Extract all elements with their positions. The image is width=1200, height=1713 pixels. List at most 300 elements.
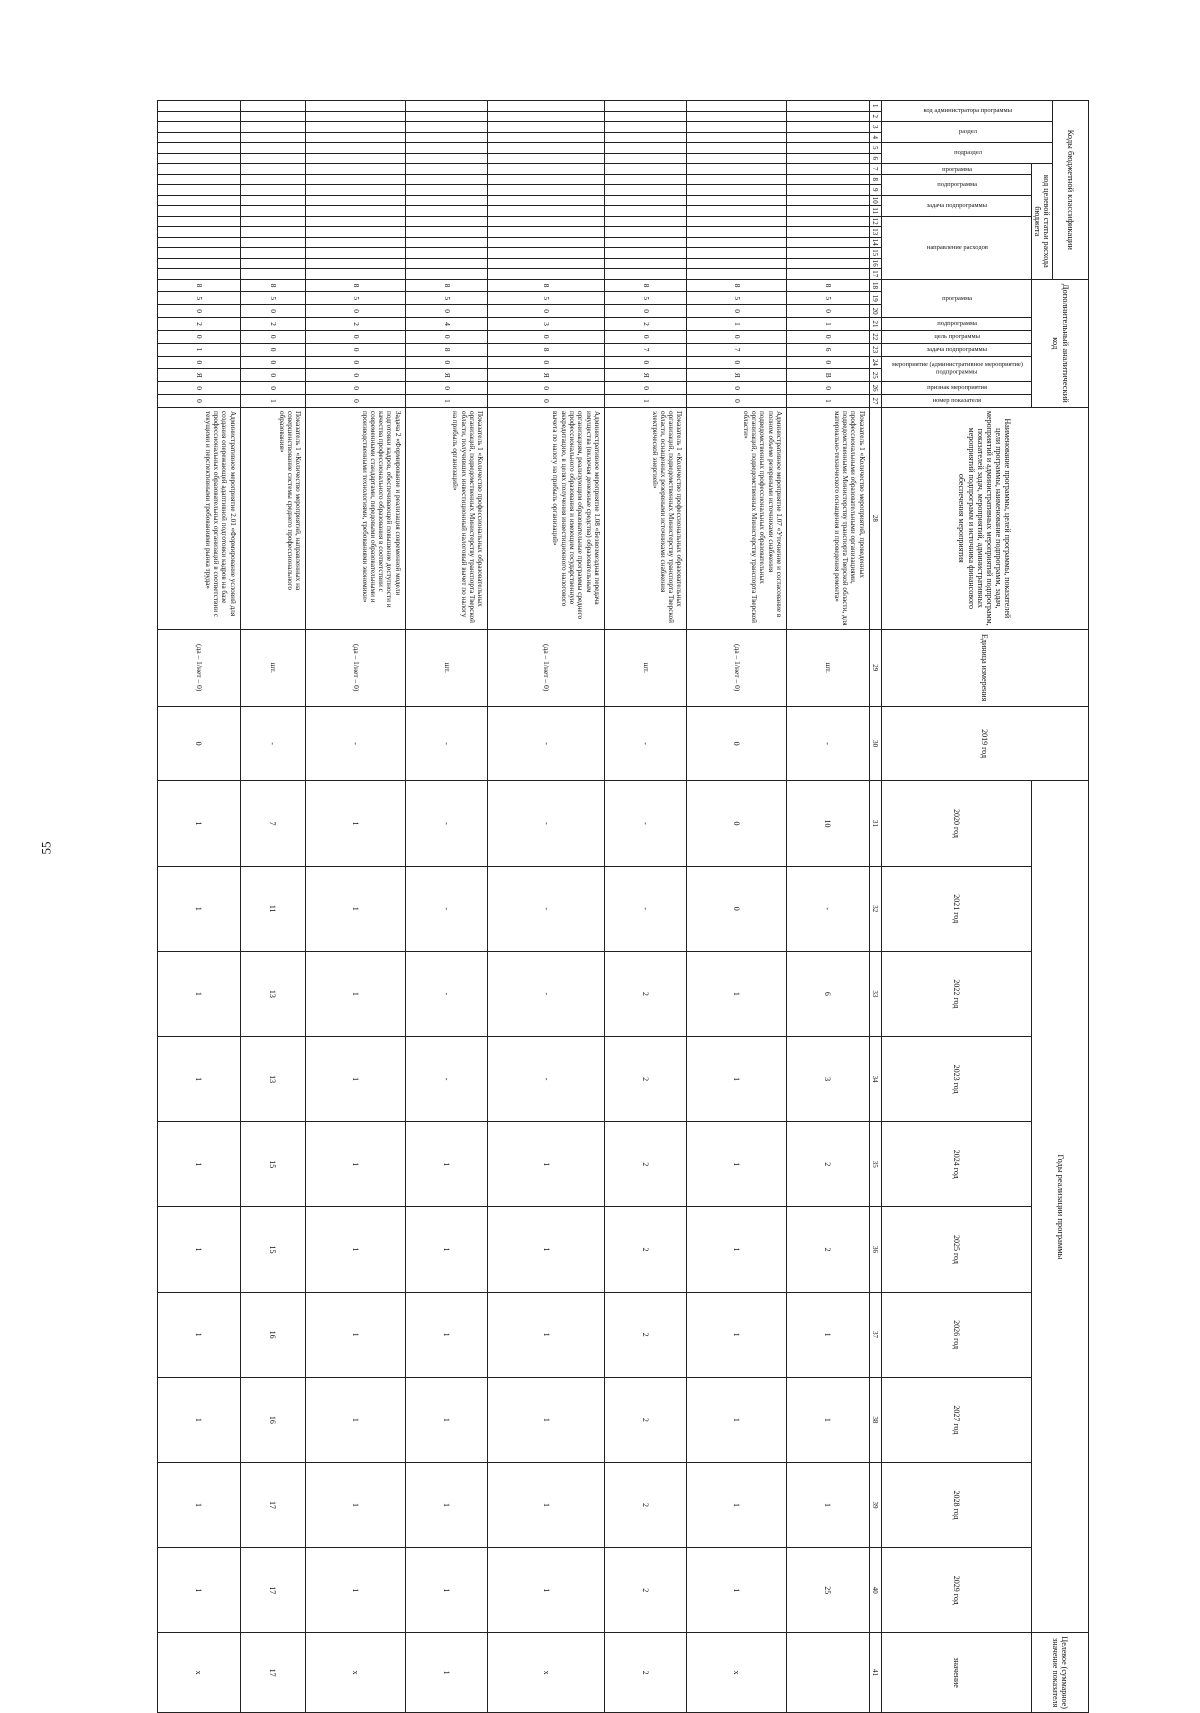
kbk-code-cell	[306, 122, 406, 133]
table-row	[240, 101, 306, 1713]
year-value-cell: -	[488, 951, 605, 1036]
additional-code-digit: 0	[687, 330, 787, 343]
kbk-code-cell	[488, 216, 605, 227]
additional-code-digit: 0	[787, 305, 870, 318]
year-value-cell: 1	[405, 1377, 488, 1462]
kbk-code-cell	[158, 143, 241, 154]
year-value-cell: -	[488, 1036, 605, 1121]
year-value-cell: 1	[687, 1548, 787, 1633]
year-value-cell: 1	[158, 1462, 241, 1547]
year-value-cell: 13	[240, 1036, 306, 1121]
additional-code-digit: 1	[687, 318, 787, 331]
year-value-cell: -	[604, 706, 687, 781]
additional-code-digit: 0	[604, 305, 687, 318]
kbk-code-cell	[687, 122, 787, 133]
kbk-code-cell	[787, 132, 870, 143]
kbk-code-cell	[306, 216, 406, 227]
additional-code-digit: 8	[240, 279, 306, 292]
year-value-cell: 1	[488, 1377, 605, 1462]
additional-code-digit: 5	[405, 292, 488, 305]
kbk-code-cell	[604, 216, 687, 227]
kbk-code-cell	[158, 122, 241, 133]
column-number: 41	[869, 1633, 881, 1713]
year-value-cell: 1	[158, 1207, 241, 1292]
kbk-code-cell	[604, 143, 687, 154]
year-value-cell: -	[604, 866, 687, 951]
kbk-code-cell	[488, 206, 605, 217]
year-value-cell: 0	[158, 706, 241, 781]
row-name: Административное мероприятие 1.07 «Уточнение и согласование в полном объеме резервными источниками снабжения подведомственных профессиональных образовательных организаций, подведомственных Министерству транспорта Тверской области»	[687, 407, 787, 629]
kbk-code-cell	[405, 122, 488, 133]
target-value-cell: х	[158, 1633, 241, 1713]
column-number: 25	[869, 369, 881, 382]
column-number: 26	[869, 382, 881, 395]
add-event-header: мероприятие (административное мероприятие) подпрограммы	[881, 356, 1031, 382]
additional-code-digit: 0	[787, 330, 870, 343]
additional-code-digit: 0	[604, 382, 687, 395]
year-value-cell: 1	[687, 1122, 787, 1207]
row-name: Показатель 1 «Количество профессиональных образовательных организаций, подведомственных Министерству транспорта Тверской области, получивших инвестиционный налоговый вычет по налогу на прибыль организаций»	[405, 407, 488, 629]
add-goal-header: цель программы	[881, 330, 1031, 343]
column-number-row	[869, 101, 881, 1713]
year-value-cell: 17	[240, 1462, 306, 1547]
kbk-code-cell	[405, 101, 488, 112]
name-column-header: Наименование программы, целей программы, показателей цели программы, наименование подпрограмм, задач, мероприятий и административных мероприятий подпрограмм, показателей задач, мероприятий, административных мероприятий подпрограмм и источника финансового обеспечения мероприятия	[881, 407, 1088, 629]
kbk-code-cell	[405, 227, 488, 238]
additional-code-digit: 2	[306, 318, 406, 331]
year-value-cell: 15	[240, 1122, 306, 1207]
column-number: 2	[869, 111, 881, 122]
year-value-cell: 1	[158, 1036, 241, 1121]
year-value-cell: 2	[604, 1462, 687, 1547]
kbk-code-cell	[687, 237, 787, 248]
column-number: 4	[869, 132, 881, 143]
kbk-code-cell	[240, 216, 306, 227]
year-value-cell: -	[306, 706, 406, 781]
kbk-code-cell	[488, 174, 605, 185]
row-unit: шт.	[405, 629, 488, 706]
kbk-code-cell	[158, 132, 241, 143]
additional-code-digit: 0	[488, 395, 605, 408]
column-number: 33	[869, 951, 881, 1036]
kbk-code-cell	[687, 195, 787, 206]
target-value-cell: х	[488, 1633, 605, 1713]
column-number: 22	[869, 330, 881, 343]
additional-code-digit: 8	[405, 279, 488, 292]
kbk-code-cell	[240, 248, 306, 259]
kbk-code-cell	[604, 132, 687, 143]
year-value-cell: 1	[488, 1548, 605, 1633]
row-unit: (да – 1/нет – 0)	[687, 629, 787, 706]
kbk-code-cell	[687, 143, 787, 154]
kbk-code-cell	[687, 227, 787, 238]
kbk-subprogram-header: подпрограмма	[881, 174, 1031, 195]
column-number: 38	[869, 1377, 881, 1462]
year-value-cell: 1	[405, 1207, 488, 1292]
year-value-cell: 13	[240, 951, 306, 1036]
year-value-cell: -	[240, 706, 306, 781]
additional-code-digit: 0	[405, 305, 488, 318]
row-unit: (да – 1/нет – 0)	[306, 629, 406, 706]
year-value-cell: 1	[306, 1292, 406, 1377]
additional-code-digit: 0	[488, 356, 605, 369]
year-value-cell: 0	[687, 781, 787, 866]
additional-code-digit: 0	[405, 330, 488, 343]
target-value-cell: х	[306, 1633, 406, 1713]
kbk-activity-header: направление расходов	[881, 216, 1031, 279]
kbk-code-cell	[604, 101, 687, 112]
year-value-cell: 1	[306, 1036, 406, 1121]
kbk-code-cell	[687, 101, 787, 112]
kbk-code-cell	[787, 269, 870, 280]
column-number: 5	[869, 143, 881, 154]
year-value-cell: 6	[787, 951, 870, 1036]
kbk-code-cell	[787, 258, 870, 269]
additional-code-digit: 1	[787, 395, 870, 408]
kbk-code-cell	[787, 122, 870, 133]
table-row	[405, 101, 488, 1713]
column-number: 32	[869, 866, 881, 951]
kbk-code-cell	[604, 269, 687, 280]
kbk-code-cell	[488, 101, 605, 112]
kbk-code-cell	[158, 237, 241, 248]
kbk-code-cell	[787, 111, 870, 122]
additional-code-digit: 6	[787, 343, 870, 356]
kbk-code-cell	[405, 143, 488, 154]
year-value-cell: -	[488, 781, 605, 866]
year-value-cell: 1	[405, 1292, 488, 1377]
kbk-program-header: программа	[881, 164, 1031, 175]
additional-code-digit: 5	[604, 292, 687, 305]
column-number: 34	[869, 1036, 881, 1121]
additional-code-digit: 0	[687, 382, 787, 395]
additional-code-digit: 8	[488, 343, 605, 356]
kbk-code-cell	[405, 132, 488, 143]
year-value-cell: 2	[604, 1207, 687, 1292]
add-feature-header: признак мероприятия	[881, 382, 1031, 395]
kbk-code-cell	[687, 206, 787, 217]
additional-code-digit: Я	[488, 369, 605, 382]
year-value-cell: 1	[687, 1377, 787, 1462]
kbk-code-cell	[687, 269, 787, 280]
additional-code-digit: 5	[787, 292, 870, 305]
year-value-cell: 1	[158, 951, 241, 1036]
rotated-table-sheet	[157, 100, 1089, 1713]
year-value-cell: 11	[240, 866, 306, 951]
column-number: 24	[869, 356, 881, 369]
kbk-code-cell	[787, 101, 870, 112]
year-value-cell: 3	[787, 1036, 870, 1121]
add-subprogram-header: подпрограмма	[881, 318, 1031, 331]
kbk-code-cell	[240, 195, 306, 206]
kbk-task-header: задача подпрограммы	[881, 195, 1031, 216]
kbk-code-cell	[687, 185, 787, 196]
column-number: 1	[869, 101, 881, 112]
year-value-cell: 15	[240, 1207, 306, 1292]
year-value-cell: -	[405, 951, 488, 1036]
year-value-cell: 2	[604, 1292, 687, 1377]
table-row	[687, 101, 787, 1713]
year-value-cell: -	[488, 706, 605, 781]
additional-code-digit: 0	[306, 369, 406, 382]
kbk-code-cell	[158, 101, 241, 112]
year-value-cell: 1	[306, 866, 406, 951]
year-value-cell: 1	[158, 1377, 241, 1462]
year-value-cell: -	[488, 866, 605, 951]
additional-code-digit: Я	[687, 369, 787, 382]
year-header: 2027 год	[881, 1377, 1031, 1462]
year-value-cell: 1	[687, 951, 787, 1036]
column-number: 7	[869, 164, 881, 175]
year-value-cell: 7	[240, 781, 306, 866]
kbk-code-cell	[488, 153, 605, 164]
year-value-cell: 2	[604, 1377, 687, 1462]
kbk-code-cell	[687, 258, 787, 269]
additional-code-digit: 0	[687, 356, 787, 369]
additional-code-digit: 2	[240, 318, 306, 331]
kbk-code-cell	[306, 164, 406, 175]
year-value-cell: 1	[306, 1548, 406, 1633]
kbk-admin-header: код администратора программы	[881, 101, 1052, 122]
year-header: 2026 год	[881, 1292, 1031, 1377]
additional-code-digit: 1	[787, 318, 870, 331]
kbk-code-cell	[787, 216, 870, 227]
kbk-code-cell	[604, 237, 687, 248]
year-value-cell: 2	[604, 951, 687, 1036]
kbk-code-cell	[687, 132, 787, 143]
year-value-cell: 1	[306, 1462, 406, 1547]
row-name: Задача 2 «Формирование и реализация современной модели подготовки кадров, обеспечивающей повышение доступности и качества профессионального образования в соответствии с современными стандартами, передовыми образовательными и производственными технологиями, требованиями экономики»	[306, 407, 406, 629]
kbk-code-cell	[488, 122, 605, 133]
column-number: 9	[869, 185, 881, 196]
row-unit: шт.	[787, 629, 870, 706]
additional-code-digit: 0	[787, 356, 870, 369]
row-unit: шт.	[240, 629, 306, 706]
kbk-target-group-header: код целевой статьи расхода бюджета	[1031, 164, 1052, 280]
additional-code-digit: 0	[306, 305, 406, 318]
additional-code-digit: 4	[405, 318, 488, 331]
year-header: 2025 год	[881, 1207, 1031, 1292]
additional-code-digit: 1	[604, 395, 687, 408]
year-value-cell: 2	[604, 1548, 687, 1633]
kbk-code-cell	[306, 101, 406, 112]
kbk-code-cell	[240, 227, 306, 238]
kbk-code-cell	[787, 153, 870, 164]
kbk-code-cell	[405, 258, 488, 269]
column-number: 18	[869, 279, 881, 292]
column-number: 19	[869, 292, 881, 305]
year-value-cell: 0	[687, 706, 787, 781]
column-number: 35	[869, 1122, 881, 1207]
additional-code-digit: 0	[158, 330, 241, 343]
year-header: 2020 год	[881, 781, 1031, 866]
table-row	[306, 101, 406, 1713]
kbk-code-cell	[158, 195, 241, 206]
column-number: 31	[869, 781, 881, 866]
kbk-code-cell	[240, 164, 306, 175]
additional-code-digit: 2	[158, 318, 241, 331]
kbk-code-cell	[158, 227, 241, 238]
kbk-code-cell	[240, 111, 306, 122]
year-value-cell: -	[787, 866, 870, 951]
year-value-cell: 1	[158, 1292, 241, 1377]
kbk-code-cell	[488, 185, 605, 196]
year-value-cell: 0	[687, 866, 787, 951]
target-group-header: Целевое (суммарное) значение показателя	[1031, 1633, 1088, 1713]
kbk-code-cell	[604, 206, 687, 217]
kbk-code-cell	[488, 195, 605, 206]
year-value-cell: 2	[787, 1207, 870, 1292]
year-header: 2022 год	[881, 951, 1031, 1036]
kbk-code-cell	[687, 248, 787, 259]
year-value-cell: -	[405, 1036, 488, 1121]
additional-code-digit: 0	[306, 382, 406, 395]
table-row	[787, 101, 870, 1713]
kbk-code-cell	[405, 174, 488, 185]
column-number: 12	[869, 216, 881, 227]
year-value-cell: 10	[787, 781, 870, 866]
add-program-header: программа	[881, 279, 1031, 317]
target-value-cell: 1	[405, 1633, 488, 1713]
year-value-cell: 1	[158, 1122, 241, 1207]
kbk-code-cell	[240, 258, 306, 269]
column-number: 39	[869, 1462, 881, 1547]
year-value-cell: 1	[306, 781, 406, 866]
additional-code-digit: 0	[306, 395, 406, 408]
column-number: 13	[869, 227, 881, 238]
kbk-code-cell	[240, 143, 306, 154]
year-value-cell: 1	[787, 1377, 870, 1462]
additional-code-digit: 0	[687, 395, 787, 408]
row-name: Показатель 1 «Количество профессиональных образовательных организаций, подведомственных Министерству транспорта Тверской области, оснащенных резервными источниками снабжения электрической энергией»	[604, 407, 687, 629]
target-value-cell: 17	[240, 1633, 306, 1713]
kbk-group-header: Коды бюджетной классификации	[1053, 101, 1089, 280]
kbk-code-cell	[787, 248, 870, 259]
additional-code-digit: 0	[306, 356, 406, 369]
table-row	[488, 101, 605, 1713]
additional-code-digit: 0	[604, 330, 687, 343]
year-value-cell: 2	[604, 1036, 687, 1121]
year-value-cell: 1	[158, 781, 241, 866]
column-number: 11	[869, 206, 881, 217]
year-value-cell: 17	[240, 1548, 306, 1633]
kbk-code-cell	[240, 132, 306, 143]
row-unit: (да – 1/нет – 0)	[488, 629, 605, 706]
column-number: 8	[869, 174, 881, 185]
kbk-code-cell	[604, 153, 687, 164]
kbk-code-cell	[306, 258, 406, 269]
additional-code-digit: 0	[158, 305, 241, 318]
additional-code-digit: 5	[158, 292, 241, 305]
kbk-code-cell	[158, 174, 241, 185]
additional-code-digit: 0	[240, 382, 306, 395]
additional-code-digit: В	[787, 369, 870, 382]
year-value-cell: 1	[787, 1292, 870, 1377]
target-value-header: значение	[881, 1633, 1031, 1713]
kbk-code-cell	[306, 111, 406, 122]
kbk-code-cell	[488, 237, 605, 248]
kbk-code-cell	[306, 174, 406, 185]
column-number: 20	[869, 305, 881, 318]
kbk-code-cell	[405, 206, 488, 217]
kbk-code-cell	[240, 122, 306, 133]
kbk-code-cell	[604, 185, 687, 196]
kbk-code-cell	[158, 206, 241, 217]
additional-code-digit: 8	[405, 343, 488, 356]
additional-code-digit: 5	[488, 292, 605, 305]
column-number: 27	[869, 395, 881, 408]
column-number: 40	[869, 1548, 881, 1633]
additional-code-digit: 8	[158, 279, 241, 292]
kbk-code-cell	[787, 195, 870, 206]
year-header: 2024 год	[881, 1122, 1031, 1207]
additional-code-digit: 1	[158, 343, 241, 356]
table-body	[158, 101, 870, 1713]
column-number: 15	[869, 248, 881, 259]
kbk-code-cell	[488, 227, 605, 238]
column-number: 21	[869, 318, 881, 331]
kbk-code-cell	[787, 143, 870, 154]
kbk-code-cell	[787, 206, 870, 217]
row-unit: шт.	[604, 629, 687, 706]
kbk-code-cell	[604, 174, 687, 185]
year-value-cell: 1	[488, 1292, 605, 1377]
kbk-code-cell	[405, 248, 488, 259]
target-value-cell: 2	[604, 1633, 687, 1713]
additional-code-digit: Я	[405, 369, 488, 382]
additional-code-digit: 0	[488, 382, 605, 395]
kbk-code-cell	[405, 111, 488, 122]
additional-code-digit: 0	[158, 382, 241, 395]
kbk-code-cell	[604, 248, 687, 259]
year-value-cell: 1	[488, 1462, 605, 1547]
year-value-cell: 1	[405, 1548, 488, 1633]
additional-code-digit: 0	[306, 343, 406, 356]
kbk-code-cell	[405, 153, 488, 164]
year-value-cell: 1	[306, 1207, 406, 1292]
kbk-code-cell	[405, 269, 488, 280]
kbk-code-cell	[687, 174, 787, 185]
kbk-code-cell	[158, 164, 241, 175]
year-value-cell: -	[787, 706, 870, 781]
additional-code-digit: 0	[787, 382, 870, 395]
column-number: 36	[869, 1207, 881, 1292]
year-value-cell: 1	[158, 1548, 241, 1633]
year-value-cell: 1	[488, 1122, 605, 1207]
kbk-code-cell	[488, 269, 605, 280]
target-value-cell	[787, 1633, 870, 1713]
kbk-code-cell	[604, 122, 687, 133]
additional-code-digit: 8	[604, 279, 687, 292]
year-value-cell: 1	[306, 1122, 406, 1207]
target-value-cell: х	[687, 1633, 787, 1713]
kbk-code-cell	[405, 185, 488, 196]
year-value-cell: 1	[687, 1462, 787, 1547]
additional-code-digit: 7	[687, 343, 787, 356]
kbk-code-cell	[488, 143, 605, 154]
additional-code-digit: 0	[158, 356, 241, 369]
kbk-code-cell	[787, 227, 870, 238]
kbk-code-cell	[158, 153, 241, 164]
kbk-code-cell	[158, 248, 241, 259]
row-name: Показатель 1 «Количество мероприятий, направленных на совершенствование системы среднего профессионального образования»	[240, 407, 306, 629]
kbk-code-cell	[240, 185, 306, 196]
kbk-section-header: раздел	[881, 122, 1052, 143]
additional-code-digit: 0	[405, 356, 488, 369]
kbk-code-cell	[687, 164, 787, 175]
year-value-cell: 1	[687, 1292, 787, 1377]
kbk-code-cell	[604, 227, 687, 238]
